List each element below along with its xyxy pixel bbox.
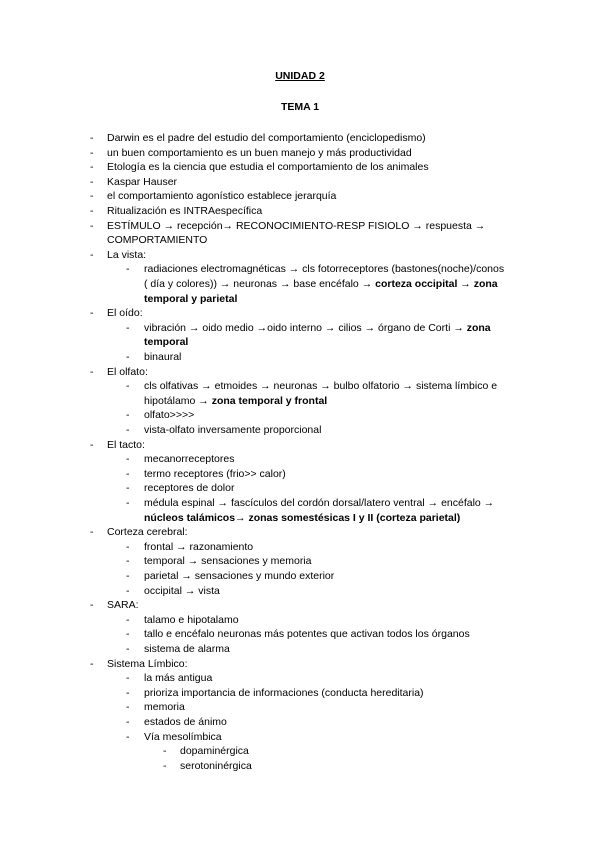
list-item — [0, 554, 600, 569]
list-item — [0, 379, 600, 394]
list-item — [0, 613, 600, 628]
bullet-dash: - — [126, 409, 130, 422]
list-item — [0, 540, 600, 555]
list-item-text — [144, 379, 497, 394]
list-item-text — [107, 233, 207, 248]
bullet-dash: - — [126, 672, 130, 685]
list-item — [0, 759, 600, 774]
list-item — [0, 189, 600, 204]
list-item — [0, 292, 600, 307]
list-item-text — [107, 204, 262, 219]
bold-text: corteza occipital → zona — [375, 278, 498, 290]
plain-text: vista-olfato inversamente proporcional — [144, 424, 322, 436]
bullet-dash: - — [126, 613, 130, 626]
plain-text: serotoninérgica — [180, 759, 252, 772]
list-item — [0, 262, 600, 277]
bullet-dash: - — [90, 438, 94, 451]
plain-text: SARA: — [107, 599, 139, 612]
list-item-text — [144, 262, 504, 277]
list-item — [0, 511, 600, 526]
bullet-dash: - — [163, 745, 167, 758]
plain-text: vibración → oido medio →oido interno → cilios → órgano de Corti → — [144, 321, 467, 334]
bullet-dash: - — [90, 132, 94, 144]
list-item-text — [180, 759, 252, 774]
plain-text: olfato>>>> — [144, 409, 195, 422]
unit-title: UNIDAD 2 — [275, 70, 325, 82]
plain-text: termo receptores (frio>> calor) — [144, 467, 286, 480]
bold-text: zona — [466, 321, 491, 334]
plain-text: la más antigua — [144, 672, 213, 685]
plain-text: radiaciones electromagnéticas → cls fotorreceptores (bastones(noche)/conos — [144, 263, 505, 276]
bullet-dash: - — [90, 219, 94, 232]
plain-text: Vía mesolímbica — [144, 730, 222, 743]
list-item-text — [107, 131, 426, 146]
list-item-text — [144, 700, 185, 715]
bullet-dash: - — [126, 570, 130, 582]
plain-text: un buen comportamiento es un buen manejo y más productividad — [107, 146, 412, 159]
list-item — [0, 715, 600, 730]
list-item-text — [144, 452, 234, 467]
plain-text: Sistema Límbico: — [107, 657, 188, 670]
bullet-dash: - — [126, 555, 130, 568]
bullet-dash: - — [126, 351, 130, 363]
list-item-text — [107, 175, 177, 190]
list-item-text — [107, 438, 145, 453]
bullet-dash: - — [163, 759, 167, 772]
plain-text: El tacto: — [107, 438, 145, 451]
bullet-dash: - — [126, 497, 130, 509]
list-item — [0, 642, 600, 657]
bullet-dash: - — [90, 190, 94, 203]
list-item — [0, 467, 600, 482]
list-item-text — [144, 292, 237, 307]
list-item — [0, 438, 600, 453]
list-item — [0, 569, 600, 584]
list-item — [0, 365, 600, 380]
list-item — [0, 277, 600, 292]
bullet-dash: - — [126, 380, 130, 393]
bullet-dash: - — [90, 307, 94, 320]
list-item — [0, 657, 600, 672]
bold-text: temporal — [144, 336, 189, 349]
bullet-dash: - — [126, 701, 130, 714]
bullet-dash: - — [126, 424, 130, 436]
bold-text: núcleos talámicos→ zonas somestésicas I y II (corteza parietal) — [144, 511, 461, 524]
plain-text: estados de ánimo — [144, 716, 227, 728]
list-item — [0, 525, 600, 540]
plain-text: ( día y colores)) → neuronas → base encéfalo → — [144, 278, 376, 290]
list-item-text — [144, 335, 188, 350]
list-item — [0, 744, 600, 759]
list-item-text — [144, 715, 227, 730]
bullet-dash: - — [90, 526, 94, 539]
bullet-dash: - — [90, 161, 94, 174]
list-item-text — [144, 730, 222, 745]
list-item-text — [144, 423, 321, 438]
list-item — [0, 408, 600, 423]
list-item — [0, 423, 600, 438]
list-item — [0, 204, 600, 219]
bullet-dash: - — [126, 263, 130, 276]
list-item-text — [107, 160, 429, 175]
list-item — [0, 175, 600, 190]
plain-text: ESTÍMULO → recepción→ RECONOCIMIENTO-RESP FISIOLO → respuesta → — [107, 219, 486, 232]
bullet-dash: - — [90, 146, 94, 159]
plain-text: Ritualización es INTRAespecífica — [107, 205, 263, 217]
plain-text: La vista: — [107, 248, 147, 261]
list-item-text — [144, 277, 498, 292]
list-item — [0, 700, 600, 715]
list-item-text — [144, 627, 470, 642]
list-item — [0, 321, 600, 336]
list-item-text — [107, 219, 485, 234]
bullet-dash: - — [126, 584, 130, 597]
list-item — [0, 146, 600, 161]
list-item — [0, 131, 600, 146]
bullet-dash: - — [126, 453, 130, 466]
bold-text: temporal y parietal — [144, 292, 238, 305]
list-item-text — [144, 321, 491, 336]
list-item-text — [180, 744, 249, 759]
plain-text: Darwin es el padre del estudio del comportamiento (enciclopedismo) — [107, 132, 426, 144]
list-item — [0, 233, 600, 248]
list-item — [0, 452, 600, 467]
list-item-text — [144, 569, 334, 584]
plain-text: talamo e hipotalamo — [144, 613, 239, 626]
plain-text: temporal → sensaciones y memoria — [144, 555, 312, 568]
list-item-text — [107, 146, 412, 161]
plain-text: occipital → vista — [144, 584, 220, 597]
plain-text: cls olfativas → etmoides → neuronas → bulbo olfatorio → sistema límbico e — [144, 380, 498, 393]
bullet-dash: - — [90, 365, 94, 378]
plain-text: parietal → sensaciones y mundo exterior — [144, 570, 335, 582]
plain-text: Corteza cerebral: — [107, 526, 188, 539]
list-item — [0, 160, 600, 175]
list-item-text — [144, 584, 220, 599]
plain-text: Kaspar Hauser — [107, 175, 178, 188]
bullet-dash: - — [126, 716, 130, 728]
list-item — [0, 394, 600, 409]
bullet-dash: - — [126, 467, 130, 480]
bullet-dash: - — [90, 657, 94, 670]
list-item-text — [107, 365, 148, 380]
bullet-dash: - — [90, 205, 94, 217]
list-item-text — [107, 525, 188, 540]
list-item-text — [144, 613, 239, 628]
plain-text: memoria — [144, 701, 185, 714]
plain-text: tallo e encéfalo neuronas más potentes que activan todos los órganos — [144, 628, 470, 641]
list-item — [0, 598, 600, 613]
bullet-dash: - — [126, 730, 130, 743]
bullet-dash: - — [90, 599, 94, 612]
list-item-text — [144, 511, 460, 526]
list-item — [0, 335, 600, 350]
list-item-text — [144, 540, 253, 555]
list-item — [0, 248, 600, 263]
bullet-dash: - — [126, 321, 130, 334]
list-item — [0, 306, 600, 321]
list-item-text — [144, 394, 327, 409]
bullet-dash: - — [126, 540, 130, 553]
list-item — [0, 350, 600, 365]
list-item-text — [144, 467, 286, 482]
bullet-dash: - — [126, 628, 130, 641]
plain-text: dopaminérgica — [180, 745, 249, 758]
plain-text: mecanorreceptores — [144, 453, 235, 466]
list-item-text — [144, 350, 181, 365]
bullet-dash: - — [126, 482, 130, 495]
list-item — [0, 627, 600, 642]
bold-text: zona temporal y frontal — [211, 394, 328, 407]
list-item-text — [144, 554, 311, 569]
list-item-text — [144, 408, 194, 423]
plain-text: frontal → razonamiento — [144, 540, 254, 553]
list-item-text — [107, 306, 143, 321]
bullet-dash: - — [126, 686, 130, 699]
list-item-text — [144, 481, 234, 496]
list-item — [0, 219, 600, 234]
list-item-text — [144, 642, 230, 657]
plain-text: el comportamiento agonístico establece jerarquía — [107, 190, 337, 203]
plain-text: El oído: — [107, 307, 143, 320]
list-item-text — [107, 248, 146, 263]
list-item — [0, 496, 600, 511]
list-item-text — [144, 671, 212, 686]
list-item — [0, 481, 600, 496]
plain-text: binaural — [144, 351, 182, 363]
bullet-dash: - — [126, 643, 130, 655]
bullet-dash: - — [90, 248, 94, 261]
plain-text: prioriza importancia de informaciones (conducta hereditaria) — [144, 686, 424, 699]
list-item — [0, 584, 600, 599]
list-item-text — [107, 657, 188, 672]
plain-text: COMPORTAMIENTO — [107, 234, 208, 247]
plain-text: médula espinal → fascículos del cordón dorsal/latero ventral → encéfalo → — [144, 497, 495, 509]
bullet-dash: - — [90, 175, 94, 188]
plain-text: sistema de alarma — [144, 643, 230, 655]
plain-text: receptores de dolor — [144, 482, 235, 495]
list-item-text — [144, 496, 494, 511]
plain-text: Etología es la ciencia que estudia el comportamiento de los animales — [107, 161, 429, 174]
topic-title: TEMA 1 — [280, 101, 320, 113]
plain-text: El olfato: — [107, 365, 148, 378]
plain-text: hipotálamo → — [144, 394, 212, 407]
list-item — [0, 730, 600, 745]
list-item-text — [107, 598, 139, 613]
list-item-text — [144, 686, 424, 701]
list-item — [0, 686, 600, 701]
list-item-text — [107, 189, 336, 204]
list-item — [0, 671, 600, 686]
